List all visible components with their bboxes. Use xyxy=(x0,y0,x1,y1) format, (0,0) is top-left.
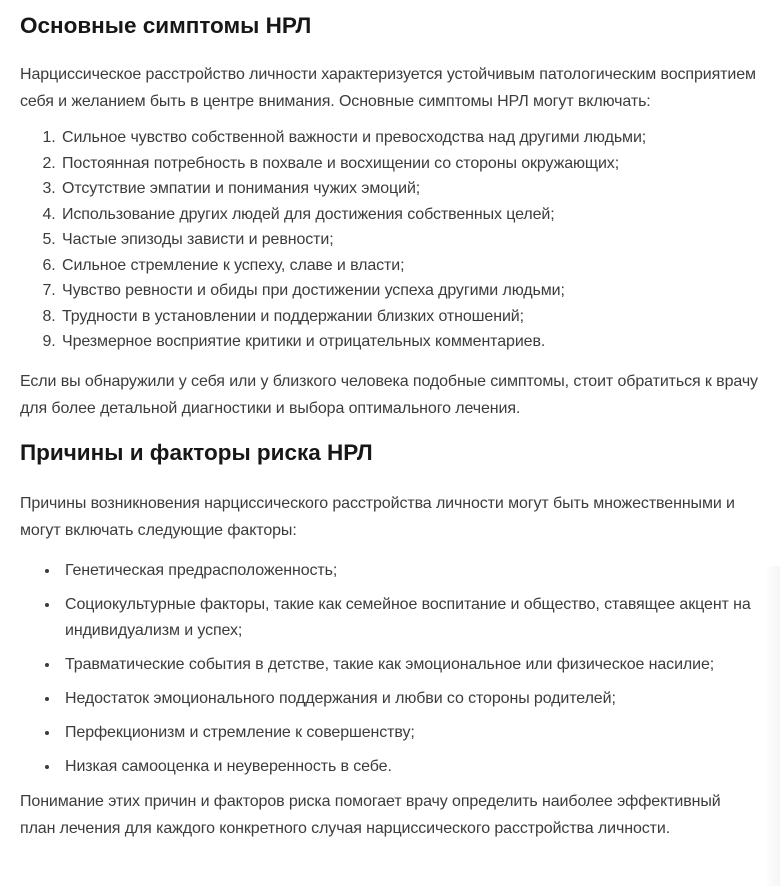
list-item: • Низкая самооценка и неуверенность в себе. xyxy=(60,754,760,780)
causes-outro: Понимание этих причин и факторов риска помогает врачу определить наиболее эффективный план лечения для каждого конкретного случая нарциссического расстройства личности. xyxy=(20,792,721,837)
list-item: 3. Отсутствие эмпатии и понимания чужих эмоций; xyxy=(60,176,760,202)
list-item: 8. Трудности в установлении и поддержании близких отношений; xyxy=(60,304,760,330)
causes-intro: Причины возникновения нарциссического расстройства личности могут быть множественными и могут включать следующие факторы: xyxy=(20,494,735,539)
list-item: 7. Чувство ревности и обиды при достижении успеха другими людьми; xyxy=(60,278,760,304)
list-item: • Генетическая предрасположенность; xyxy=(60,558,760,584)
section-symptoms xyxy=(20,13,760,422)
list-item: 4. Использование других людей для достижения собственных целей; xyxy=(60,202,760,228)
list-item: 9. Чрезмерное восприятие критики и отрицательных комментариев. xyxy=(60,329,760,355)
symptoms-intro: Нарциссическое расстройство личности характеризуется устойчивым патологическим восприятием себя и желанием быть в центре внимания. Основные симптомы НРЛ могут включать: xyxy=(20,66,756,110)
list-item: 6. Сильное стремление к успеху, славе и власти; xyxy=(60,253,760,279)
causes-heading: Причины и факторы риска НРЛ xyxy=(20,439,373,465)
list-item: 2. Постоянная потребность в похвале и восхищении со стороны окружающих; xyxy=(60,151,760,177)
symptoms-outro: Если вы обнаружили у себя или у близкого человека подобные симптомы, стоит обратиться к врачу для более детальной диагностики и выбора оптимального лечения. xyxy=(20,372,758,417)
symptoms-list xyxy=(20,125,760,355)
section-causes xyxy=(20,440,760,842)
list-item: • Перфекционизм и стремление к совершенству; xyxy=(60,720,760,746)
list-item: 1. Сильное чувство собственной важности и превосходства над другими людьми; xyxy=(60,125,760,151)
list-item: • Недостаток эмоционального поддержания и любви со стороны родителей; xyxy=(60,686,760,712)
list-item: 5. Частые эпизоды зависти и ревности; xyxy=(60,227,760,253)
list-item: • Травматические события в детстве, такие как эмоциональное или физическое насилие; xyxy=(60,652,760,678)
list-item: • Социокультурные факторы, такие как семейное воспитание и общество, ставящее акцент на индивидуализм и успех; xyxy=(60,592,760,644)
symptoms-heading: Основные симптомы НРЛ xyxy=(20,13,312,38)
page-edge-shadow xyxy=(764,566,780,886)
causes-list xyxy=(20,558,760,780)
